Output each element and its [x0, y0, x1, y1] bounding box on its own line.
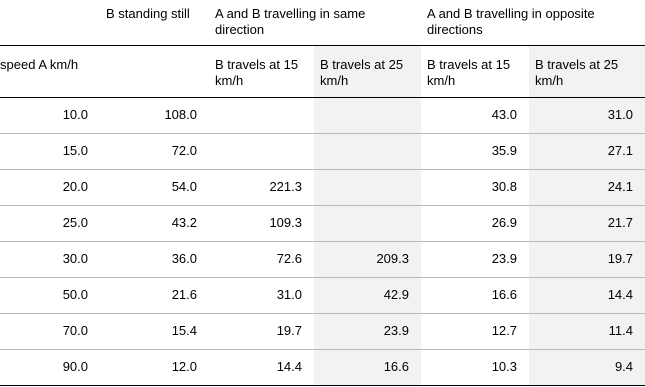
cell-opposite-b15: 23.9: [421, 241, 529, 277]
cell-opposite-b25: 24.1: [529, 169, 645, 205]
cell-opposite-b25: 31.0: [529, 97, 645, 133]
cell-speed-a: 15.0: [0, 133, 100, 169]
cell-speed-a: 20.0: [0, 169, 100, 205]
cell-same-b15: 72.6: [209, 241, 314, 277]
cell-same-b25: 23.9: [314, 313, 421, 349]
cell-b-still: 36.0: [100, 241, 209, 277]
sub-header-row: [0, 45, 645, 97]
cell-same-b15: 109.3: [209, 205, 314, 241]
group-header-same-direction: A and B travelling in same direction: [209, 0, 421, 45]
table-row: [0, 97, 645, 133]
cell-same-b15: [209, 97, 314, 133]
cell-opposite-b25: 14.4: [529, 277, 645, 313]
table-row: [0, 205, 645, 241]
sub-header-same-b15: B travels at 15 km/h: [209, 45, 314, 97]
cell-b-still: 43.2: [100, 205, 209, 241]
group-header-opposite-directions: A and B travelling in opposite directions: [421, 0, 645, 45]
cell-speed-a: 70.0: [0, 313, 100, 349]
cell-opposite-b15: 16.6: [421, 277, 529, 313]
cell-same-b15: 14.4: [209, 349, 314, 385]
cell-opposite-b15: 26.9: [421, 205, 529, 241]
group-header-row: [0, 0, 645, 45]
sub-header-same-b25: B travels at 25 km/h: [314, 45, 421, 97]
cell-opposite-b15: 10.3: [421, 349, 529, 385]
table-row: [0, 169, 645, 205]
cell-b-still: 72.0: [100, 133, 209, 169]
table-row: [0, 277, 645, 313]
group-header-empty: [0, 0, 100, 45]
cell-speed-a: 50.0: [0, 277, 100, 313]
cell-same-b15: [209, 133, 314, 169]
cell-same-b25: 16.6: [314, 349, 421, 385]
cell-speed-a: 10.0: [0, 97, 100, 133]
cell-same-b25: [314, 97, 421, 133]
cell-same-b15: 19.7: [209, 313, 314, 349]
cell-same-b25: 42.9: [314, 277, 421, 313]
table-row: [0, 313, 645, 349]
cell-opposite-b25: 27.1: [529, 133, 645, 169]
cell-b-still: 54.0: [100, 169, 209, 205]
cell-speed-a: 25.0: [0, 205, 100, 241]
group-header-b-standing-still: B standing still: [100, 0, 209, 45]
sub-header-opposite-b25: B travels at 25 km/h: [529, 45, 645, 97]
table-row: [0, 241, 645, 277]
cell-opposite-b25: 21.7: [529, 205, 645, 241]
cell-same-b15: 221.3: [209, 169, 314, 205]
cell-same-b25: 209.3: [314, 241, 421, 277]
sub-header-opposite-b15: B travels at 15 km/h: [421, 45, 529, 97]
sub-header-empty: [100, 45, 209, 97]
cell-opposite-b15: 35.9: [421, 133, 529, 169]
cell-b-still: 21.6: [100, 277, 209, 313]
cell-same-b15: 31.0: [209, 277, 314, 313]
cell-same-b25: [314, 205, 421, 241]
cell-speed-a: 90.0: [0, 349, 100, 385]
cell-opposite-b15: 12.7: [421, 313, 529, 349]
cell-b-still: 15.4: [100, 313, 209, 349]
table-row: [0, 349, 645, 385]
cell-opposite-b25: 11.4: [529, 313, 645, 349]
cell-opposite-b15: 43.0: [421, 97, 529, 133]
cell-b-still: 12.0: [100, 349, 209, 385]
table-row: [0, 133, 645, 169]
cell-opposite-b25: 19.7: [529, 241, 645, 277]
cell-same-b25: [314, 133, 421, 169]
cell-opposite-b15: 30.8: [421, 169, 529, 205]
cell-opposite-b25: 9.4: [529, 349, 645, 385]
cell-b-still: 108.0: [100, 97, 209, 133]
cell-same-b25: [314, 169, 421, 205]
cell-speed-a: 30.0: [0, 241, 100, 277]
sub-header-speed-a: speed A km/h: [0, 45, 100, 97]
